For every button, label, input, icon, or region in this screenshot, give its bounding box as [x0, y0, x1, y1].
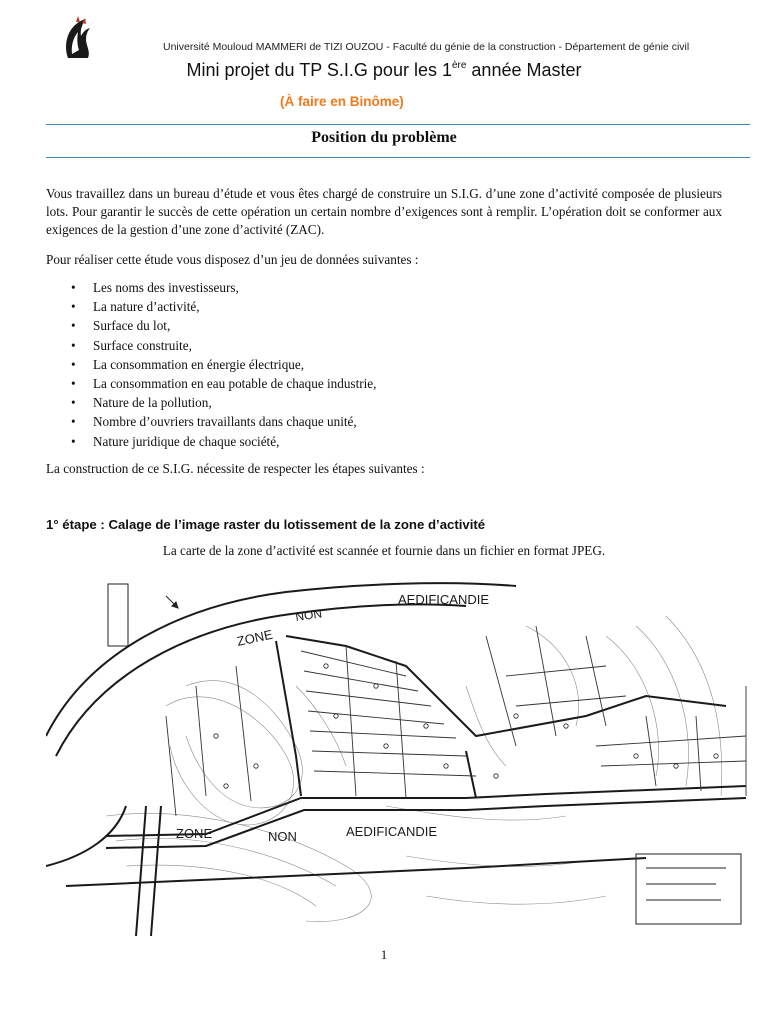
zac-lot-map	[46, 566, 756, 936]
bullet-icon: •	[71, 433, 76, 449]
map-label-zone-top: ZONE	[235, 626, 274, 649]
list-item: • La nature d’activité,	[46, 297, 376, 316]
section-title: Position du problème	[311, 129, 457, 146]
university-logo	[58, 14, 98, 62]
map-north-arrow	[166, 596, 178, 608]
steps-intro: La construction de ce S.I.G. nécessite de respecter les étapes suivantes :	[46, 461, 425, 476]
bullet-icon: •	[71, 299, 76, 315]
map-topography	[106, 616, 722, 922]
list-item: • Nature de la pollution,	[46, 393, 376, 412]
list-item: • Surface du lot,	[46, 316, 376, 335]
map-label-zone-bottom: ZONE	[176, 826, 213, 841]
bullet-icon: •	[71, 375, 76, 391]
map-label-aedificandie-top: AEDIFICANDIE	[398, 592, 490, 607]
list-item: • Surface construite,	[46, 336, 376, 355]
list-item: • Les noms des investisseurs,	[46, 278, 376, 297]
top-rule	[46, 124, 750, 125]
data-intro: Pour réaliser cette étude vous disposez d’un jeu de données suivantes :	[46, 252, 419, 267]
bullet-icon: •	[71, 356, 76, 372]
list-item: • La consommation en énergie électrique,	[46, 355, 376, 374]
bullet-icon: •	[71, 280, 76, 295]
bullet-icon: •	[71, 414, 76, 430]
list-item: • Nature juridique de chaque société,	[46, 432, 376, 451]
bottom-rule	[46, 157, 750, 158]
map-label-non-top: NON	[294, 606, 323, 624]
document-title: Mini projet du TP S.I.G pour les 1ère année Master	[186, 60, 582, 80]
intro-paragraph: Vous travaillez dans un bureau d’étude et vous êtes chargé de construire un S.I.G. d’une zone d’activité composée de plusieurs lots. Pour garantir le succès de cette opération un certain nombre d’exigences sont à remplir. L’opération doit se conformer aux exigences de la gestion d’une zone d’activité (ZAC).	[46, 186, 722, 237]
subtitle-binome: (À faire en Binôme)	[280, 94, 404, 109]
map-road-network	[46, 583, 746, 936]
bullet-icon: •	[71, 395, 76, 411]
bullet-icon: •	[71, 337, 76, 353]
bullet-icon: •	[71, 318, 76, 334]
map-caption: La carte de la zone d’activité est scannée et fournie dans un fichier en format JPEG.	[162, 543, 606, 558]
map-lot-lines	[166, 626, 746, 816]
list-item: • La consommation en eau potable de chaque industrie,	[46, 374, 376, 393]
step1-heading: 1° étape : Calage de l’image raster du lotissement de la zone d’activité	[46, 517, 486, 532]
page-number: 1	[380, 947, 388, 962]
map-label-non-bottom: NON	[268, 829, 297, 844]
list-item: • Nombre d’ouvriers travaillants dans chaque unité,	[46, 412, 376, 431]
data-list	[46, 278, 376, 451]
map-label-aedificandie-bottom: AEDIFICANDIE	[346, 824, 438, 839]
institution-line: Université Mouloud MAMMERI de TIZI OUZOU - Faculté du génie de la construction - Département de génie civil	[163, 41, 690, 53]
